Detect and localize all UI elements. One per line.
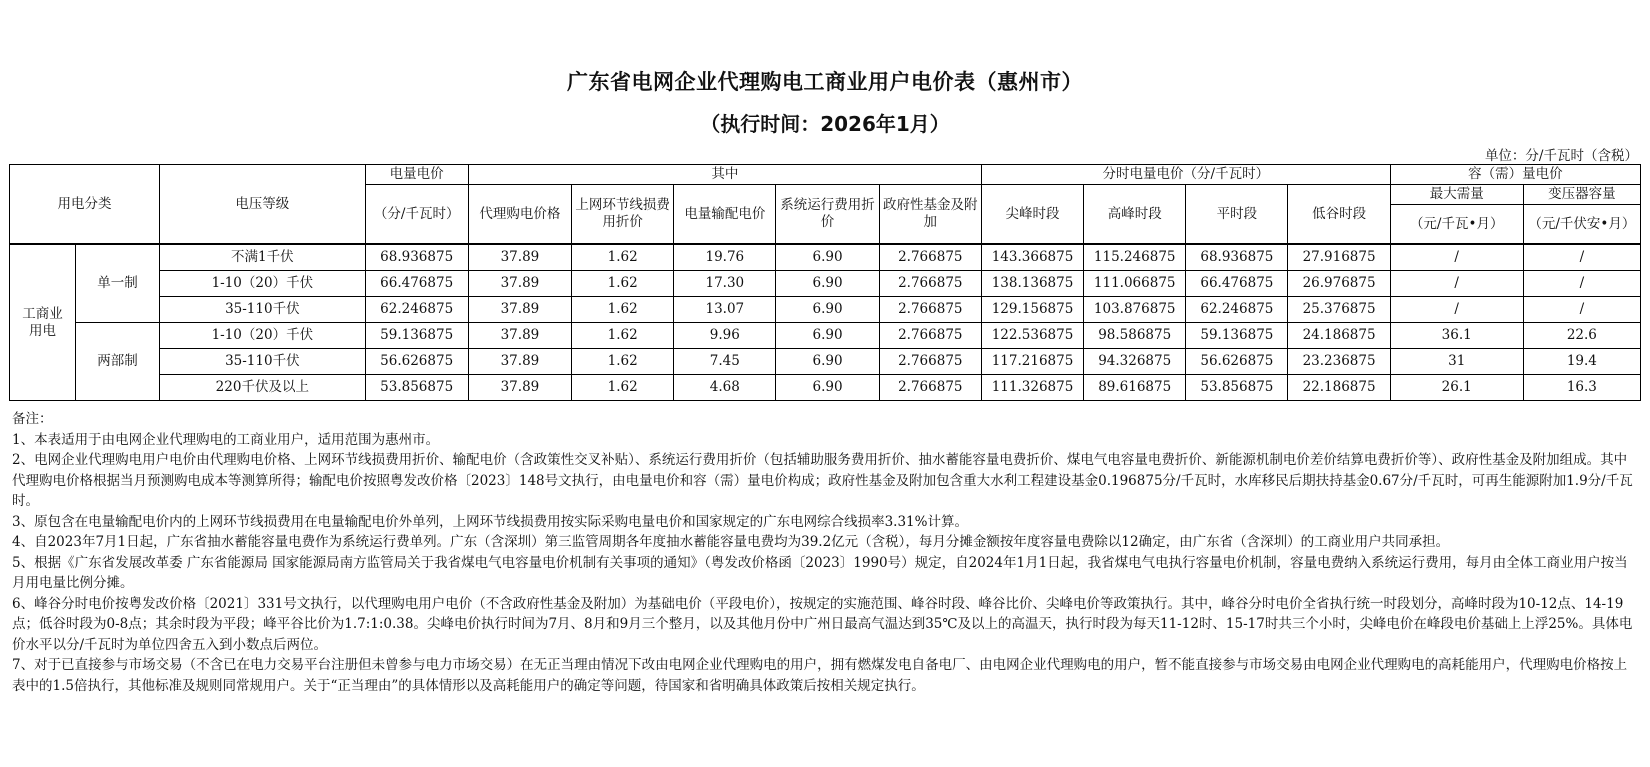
- header-energy-price: 电量电价: [365, 165, 468, 185]
- note-item: 4、自2023年7月1日起，广东省抽水蓄能容量电费作为系统运行费单列。广东（含深圳）第三监管周期各年度抽水蓄能容量电费均为39.2亿元（含税），每月分摊金额按年度容量电费除以12确定，由广东省（含深圳）的工商业用户共同承担。: [12, 534, 1450, 550]
- single-part-label: 单一制: [76, 244, 160, 323]
- cell-transformer: /: [1523, 244, 1640, 271]
- cell-transformer: /: [1523, 271, 1640, 297]
- cell-demand: 26.1: [1390, 375, 1523, 401]
- table-row: [10, 297, 1641, 323]
- cell-energy: 59.136875: [365, 323, 468, 349]
- price-table: [9, 164, 1641, 401]
- note-item: 2、电网企业代理购电用户电价由代理购电价格、上网环节线损费用折价、输配电价（含政策性交叉补贴）、系统运行费用折价（包括辅助服务费用折价、抽水蓄能容量电费折价、煤电气电容量电费折价、新能源机制电价差价结算电费折价等）、政府性基金及附加组成。其中代理购电价格根据当月预测购电成本等测算所得；输配电价按照粤发改价格〔2023〕148号文执行，由电量电价和容（需）量电价构成；政府性基金及附加包含重大水利工程建设基金0.196875分/千瓦时，水库移民后期扶持基金0.67分/千瓦时，可再生能源附加1.9分/千瓦时。: [12, 452, 1633, 509]
- cell-agent: 37.89: [468, 323, 571, 349]
- cell-flat: 56.626875: [1186, 349, 1288, 375]
- header-flat: 平时段: [1186, 185, 1288, 245]
- cell-loss: 1.62: [572, 349, 674, 375]
- cell-energy: 53.856875: [365, 375, 468, 401]
- cell-fund: 2.766875: [879, 244, 981, 271]
- cell-energy: 66.476875: [365, 271, 468, 297]
- cell-demand: /: [1390, 244, 1523, 271]
- cell-flat: 66.476875: [1186, 271, 1288, 297]
- cell-loss: 1.62: [572, 244, 674, 271]
- cell-flat: 59.136875: [1186, 323, 1288, 349]
- cell-voltage: 35-110千伏: [160, 349, 365, 375]
- cell-flat: 68.936875: [1186, 244, 1288, 271]
- cell-peak: 115.246875: [1084, 244, 1186, 271]
- header-category: 用电分类: [10, 165, 160, 245]
- page-title: 广东省电网企业代理购电工商业用户电价表（惠州市）: [567, 70, 1083, 94]
- note-item: 3、原包含在电量输配电价内的上网环节线损费用在电量输配电价外单列，上网环节线损费用按实际采购电量电价和国家规定的广东电网综合线损率3.31%计算。: [12, 513, 968, 530]
- cell-fund: 2.766875: [879, 323, 981, 349]
- header-among: 其中: [468, 165, 981, 185]
- cell-trans: 9.96: [674, 323, 776, 349]
- cell-transformer: /: [1523, 297, 1640, 323]
- cell-transformer: 22.6: [1523, 323, 1640, 349]
- cell-fund: 2.766875: [879, 271, 981, 297]
- cell-sharp: 117.216875: [981, 349, 1083, 375]
- cell-valley: 27.916875: [1288, 244, 1390, 271]
- cell-valley: 25.376875: [1288, 297, 1390, 323]
- table-row: [10, 323, 1641, 349]
- header-valley: 低谷时段: [1288, 185, 1390, 245]
- header-capacity: 容（需）量电价: [1390, 165, 1640, 185]
- page-subtitle: （执行时间：2026年1月）: [700, 112, 950, 136]
- header-transformer-unit: （元/千伏安•月）: [1523, 205, 1640, 245]
- cell-voltage: 1-10（20）千伏: [160, 323, 365, 349]
- cell-energy: 68.936875: [365, 244, 468, 271]
- cell-agent: 37.89: [468, 271, 571, 297]
- header-max-demand-unit: （元/千瓦•月）: [1390, 205, 1523, 245]
- header-loss-price: 上网环节线损费用折价: [572, 185, 674, 245]
- header-max-demand: 最大需量: [1390, 185, 1523, 205]
- cell-flat: 62.246875: [1186, 297, 1288, 323]
- cell-system: 6.90: [776, 375, 879, 401]
- group-label: 工商业用电: [10, 244, 76, 401]
- cell-energy: 62.246875: [365, 297, 468, 323]
- cell-agent: 37.89: [468, 375, 571, 401]
- table-row: [10, 375, 1641, 401]
- cell-demand: /: [1390, 297, 1523, 323]
- cell-trans: 7.45: [674, 349, 776, 375]
- cell-valley: 24.186875: [1288, 323, 1390, 349]
- note-item: 5、根据《广东省发展改革委 广东省能源局 国家能源局南方监管局关于我省煤电气电容量电价机制有关事项的通知》（粤发改价格函〔2023〕1990号）规定，自2024年1月1日起，我省煤电气电执行容量电价机制，容量电费纳入系统运行费用，每月由全体工商业用户按当月用电量比例分摊。: [12, 554, 1628, 591]
- header-agent-price: 代理购电价格: [468, 185, 571, 245]
- cell-system: 6.90: [776, 297, 879, 323]
- cell-peak: 94.326875: [1084, 349, 1186, 375]
- cell-transformer: 16.3: [1523, 375, 1640, 401]
- cell-peak: 89.616875: [1084, 375, 1186, 401]
- cell-sharp: 138.136875: [981, 271, 1083, 297]
- cell-valley: 26.976875: [1288, 271, 1390, 297]
- cell-trans: 4.68: [674, 375, 776, 401]
- cell-peak: 98.586875: [1084, 323, 1186, 349]
- cell-agent: 37.89: [468, 297, 571, 323]
- cell-fund: 2.766875: [879, 297, 981, 323]
- note-item: 7、对于已直接参与市场交易（不含已在电力交易平台注册但未曾参与电力市场交易）在无正当理由情况下改由电网企业代理购电的用户，拥有燃煤发电自备电厂、由电网企业代理购电的用户，暂不能直接参与市场交易由电网企业代理购电的高耗能用户，代理购电价格按上表中的1.5倍执行，其他标准及规则同常规用户。关于“正当理由”的具体情形以及高耗能用户的确定等问题，待国家和省明确具体政策后按相关规定执行。: [12, 657, 1628, 694]
- cell-flat: 53.856875: [1186, 375, 1288, 401]
- cell-system: 6.90: [776, 349, 879, 375]
- table-row: [10, 349, 1641, 375]
- cell-sharp: 111.326875: [981, 375, 1083, 401]
- notes-heading: 备注：: [12, 411, 53, 427]
- cell-trans: 17.30: [674, 271, 776, 297]
- unit-label: 单位：分/千瓦时（含税）: [1484, 148, 1638, 164]
- cell-peak: 111.066875: [1084, 271, 1186, 297]
- cell-demand: 31: [1390, 349, 1523, 375]
- header-energy-price-unit: （分/千瓦时）: [365, 185, 468, 245]
- cell-demand: /: [1390, 271, 1523, 297]
- header-peak: 高峰时段: [1084, 185, 1186, 245]
- cell-voltage: 1-10（20）千伏: [160, 271, 365, 297]
- cell-voltage: 220千伏及以上: [160, 375, 365, 401]
- cell-trans: 19.76: [674, 244, 776, 271]
- cell-energy: 56.626875: [365, 349, 468, 375]
- table-row: [10, 271, 1641, 297]
- cell-trans: 13.07: [674, 297, 776, 323]
- cell-sharp: 129.156875: [981, 297, 1083, 323]
- cell-transformer: 19.4: [1523, 349, 1640, 375]
- cell-agent: 37.89: [468, 244, 571, 271]
- cell-loss: 1.62: [572, 375, 674, 401]
- header-transmission-price: 电量输配电价: [674, 185, 776, 245]
- cell-sharp: 122.536875: [981, 323, 1083, 349]
- header-peak-sharp: 尖峰时段: [981, 185, 1083, 245]
- cell-loss: 1.62: [572, 297, 674, 323]
- header-row-1: [10, 165, 1641, 185]
- cell-sharp: 143.366875: [981, 244, 1083, 271]
- cell-demand: 36.1: [1390, 323, 1523, 349]
- cell-agent: 37.89: [468, 349, 571, 375]
- cell-fund: 2.766875: [879, 375, 981, 401]
- cell-loss: 1.62: [572, 271, 674, 297]
- two-part-label: 两部制: [76, 323, 160, 401]
- note-item: 1、本表适用于由电网企业代理购电的工商业用户，适用范围为惠州市。: [12, 431, 440, 448]
- cell-valley: 22.186875: [1288, 375, 1390, 401]
- header-voltage: 电压等级: [160, 165, 365, 245]
- cell-system: 6.90: [776, 271, 879, 297]
- cell-valley: 23.236875: [1288, 349, 1390, 375]
- table-row: [10, 244, 1641, 271]
- cell-system: 6.90: [776, 323, 879, 349]
- notes-section: [12, 409, 1640, 696]
- header-transformer: 变压器容量: [1523, 185, 1640, 205]
- cell-peak: 103.876875: [1084, 297, 1186, 323]
- cell-system: 6.90: [776, 244, 879, 271]
- note-item: 6、峰谷分时电价按粤发改价格〔2021〕331号文执行，以代理购电用户电价（不含政府性基金及附加）为基础电价（平段电价），按规定的实施范围、峰谷时段、峰谷比价、尖峰电价等政策执行。其中，峰谷分时电价全省执行统一时段划分，高峰时段为10-12点、14-19点；低谷时段为0-8点；其余时段为平段；峰平谷比价为1.7:1:0.38。尖峰电价执行时间为7月、8月和9月三个整月，以及其他月份中广州日最高气温达到35℃及以上的高温天，执行时段为每天11-12时、15-17时共三个小时，尖峰电价在峰段电价基础上上浮25%。具体电价水平以分/千瓦时为单位四舍五入到小数点后两位。: [12, 595, 1633, 653]
- cell-loss: 1.62: [572, 323, 674, 349]
- cell-fund: 2.766875: [879, 349, 981, 375]
- header-tou: 分时电量电价（分/千瓦时）: [981, 165, 1390, 185]
- header-system-fee: 系统运行费用折价: [776, 185, 879, 245]
- cell-voltage: 35-110千伏: [160, 297, 365, 323]
- header-gov-fund: 政府性基金及附加: [879, 185, 981, 245]
- cell-voltage: 不满1千伏: [160, 244, 365, 271]
